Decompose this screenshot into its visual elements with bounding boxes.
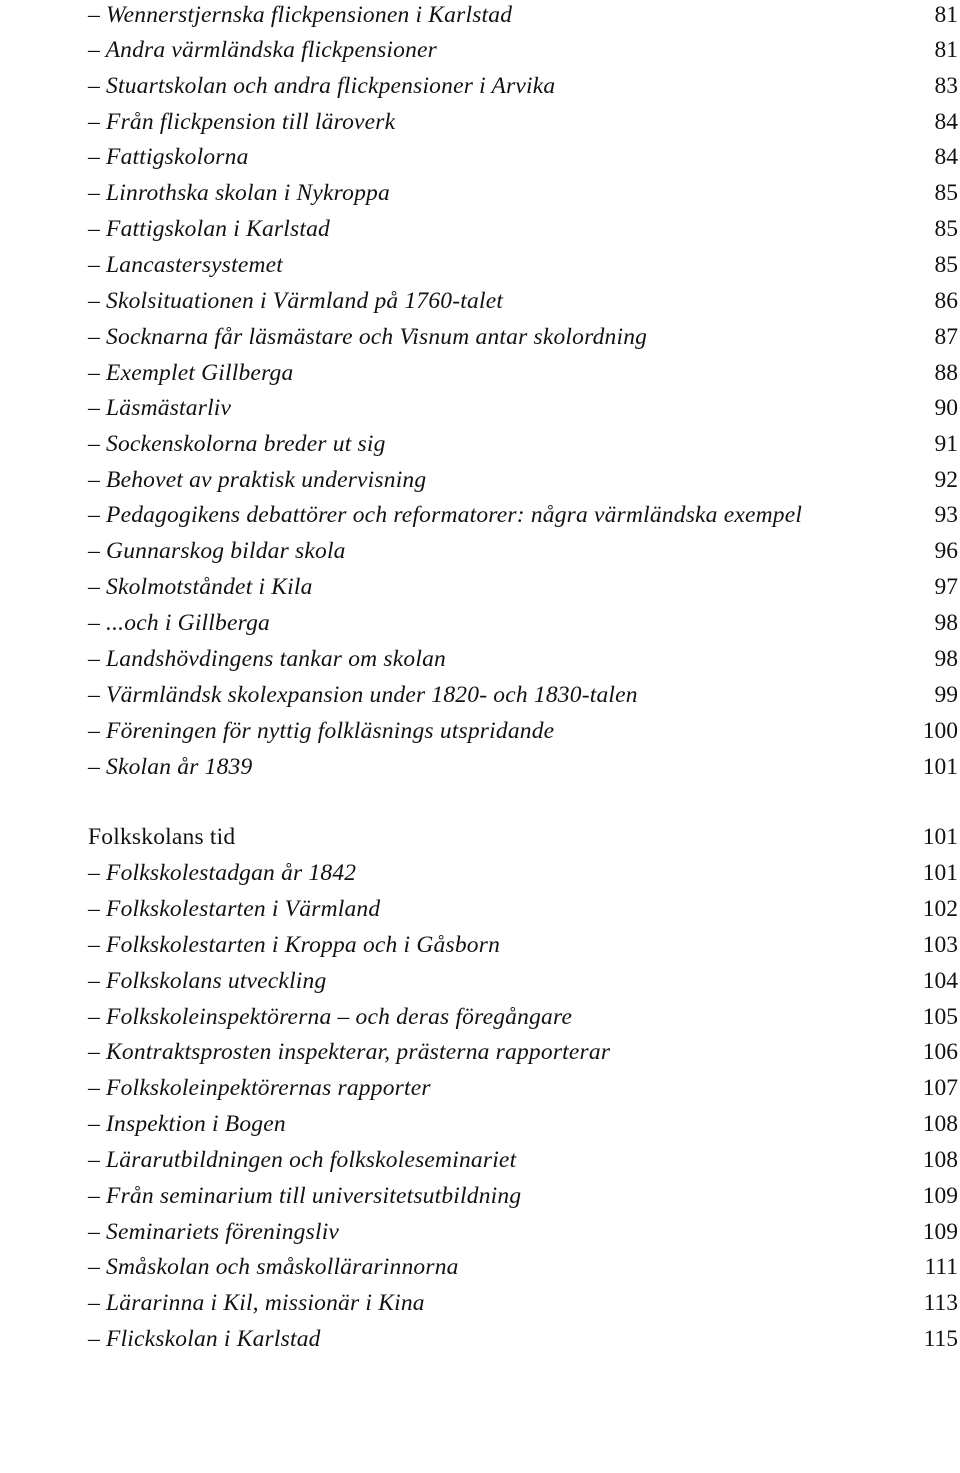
toc-entry bbox=[88, 1249, 958, 1285]
toc-entry-page: 85 bbox=[934, 216, 958, 242]
toc-entry bbox=[88, 319, 958, 355]
toc-entry-page: 85 bbox=[934, 252, 958, 278]
toc-entry-title: – Folkskolestadgan år 1842 bbox=[88, 860, 357, 886]
toc-entry-page: 85 bbox=[934, 180, 958, 206]
toc-entry bbox=[88, 32, 958, 68]
toc-entry bbox=[88, 891, 958, 927]
toc-entry bbox=[88, 533, 958, 569]
toc-entry-page: 90 bbox=[934, 395, 958, 421]
toc-section-heading bbox=[88, 819, 958, 855]
toc-entry-title: – Inspektion i Bogen bbox=[88, 1111, 286, 1137]
toc-entry bbox=[88, 999, 958, 1035]
toc-entry-page: 97 bbox=[934, 574, 958, 600]
toc-entry-title: – Landshövdingens tankar om skolan bbox=[88, 646, 446, 672]
toc-entry-title: – Lärarinna i Kil, missionär i Kina bbox=[88, 1290, 425, 1316]
toc-entry-page: 92 bbox=[934, 467, 958, 493]
toc-entry bbox=[88, 175, 958, 211]
toc-entry-page: 83 bbox=[934, 73, 958, 99]
toc-entry bbox=[88, 749, 958, 785]
toc-entry bbox=[88, 283, 958, 319]
toc-entry-title: – Seminariets föreningsliv bbox=[88, 1219, 340, 1245]
toc-entry-page: 101 bbox=[922, 860, 958, 886]
toc-entry bbox=[88, 104, 958, 140]
toc-entry-title: – Föreningen för nyttig folkläsnings utspridande bbox=[88, 718, 555, 744]
toc-entry bbox=[88, 355, 958, 391]
toc-entry-title: – ...och i Gillberga bbox=[88, 610, 270, 636]
toc-entry-title: – Kontraktsprosten inspekterar, prästerna rapporterar bbox=[88, 1039, 611, 1065]
toc-entry bbox=[88, 963, 958, 999]
toc-entry-page: 109 bbox=[922, 1219, 958, 1245]
toc-entry-title: – Folkskolans utveckling bbox=[88, 968, 327, 994]
toc-entry-title: – Fattigskolan i Karlstad bbox=[88, 216, 330, 242]
toc-entry-title: – Linrothska skolan i Nykroppa bbox=[88, 180, 390, 206]
toc-entry bbox=[88, 211, 958, 247]
toc-entry-title: – Fattigskolorna bbox=[88, 144, 249, 170]
toc-entry bbox=[88, 68, 958, 104]
toc-entry bbox=[88, 1142, 958, 1178]
toc-entry-page: 108 bbox=[922, 1147, 958, 1173]
toc-entry-title: – Stuartskolan och andra flickpensioner i Arvika bbox=[88, 73, 556, 99]
toc-entry-page: 102 bbox=[922, 896, 958, 922]
toc-entry bbox=[88, 1285, 958, 1321]
toc-entry-page: 108 bbox=[922, 1111, 958, 1137]
toc-entry bbox=[88, 855, 958, 891]
toc-entry-title: – Flickskolan i Karlstad bbox=[88, 1326, 321, 1352]
toc-entry-page: 81 bbox=[934, 2, 958, 28]
toc-entry bbox=[88, 390, 958, 426]
toc-entry bbox=[88, 641, 958, 677]
toc-entry-page: 88 bbox=[934, 360, 958, 386]
toc-entry-page: 105 bbox=[922, 1004, 958, 1030]
toc-entry bbox=[88, 605, 958, 641]
toc-entry bbox=[88, 0, 958, 33]
toc-entry bbox=[88, 1106, 958, 1142]
toc-entry-title: – Gunnarskog bildar skola bbox=[88, 538, 346, 564]
toc-entry-title: – Pedagogikens debattörer och reformatorer: några värmländska exempel bbox=[88, 502, 803, 528]
toc-entry-page: 81 bbox=[934, 37, 958, 63]
toc-entry-page: 107 bbox=[922, 1075, 958, 1101]
toc-entry-title: – Skolan år 1839 bbox=[88, 754, 253, 780]
toc-entry bbox=[88, 927, 958, 963]
toc-entry-title: – Sockenskolorna breder ut sig bbox=[88, 431, 386, 457]
toc-entry-title: – Behovet av praktisk undervisning bbox=[88, 467, 427, 493]
toc-entry-page: 98 bbox=[934, 610, 958, 636]
toc-entry-title: – Wennerstjernska flickpensionen i Karlstad bbox=[88, 2, 513, 28]
toc-entry-page: 104 bbox=[922, 968, 958, 994]
toc-entry bbox=[88, 677, 958, 713]
toc-entry-title: – Skolsituationen i Värmland på 1760-talet bbox=[88, 288, 504, 314]
toc-entry bbox=[88, 462, 958, 498]
toc-entry-page: 113 bbox=[923, 1290, 958, 1316]
toc-entry-page: 96 bbox=[934, 538, 958, 564]
toc-entry-page: 101 bbox=[922, 754, 958, 780]
toc-entry bbox=[88, 1034, 958, 1070]
toc-entry bbox=[88, 1321, 958, 1357]
toc-entry-page: 100 bbox=[922, 718, 958, 744]
toc-entry-title: – Folkskolestarten i Kroppa och i Gåsborn bbox=[88, 932, 501, 958]
toc-entry bbox=[88, 497, 958, 533]
toc-section-title: Folkskolans tid bbox=[88, 824, 236, 850]
toc-entry-page: 98 bbox=[934, 646, 958, 672]
toc-section-page: 101 bbox=[922, 824, 958, 850]
toc-entry-title: – Lancastersystemet bbox=[88, 252, 284, 278]
toc-entry bbox=[88, 1178, 958, 1214]
toc-entry-page: 109 bbox=[922, 1183, 958, 1209]
toc-entry-title: – Småskolan och småskollärarinnorna bbox=[88, 1254, 459, 1280]
toc-entry-title: – Läsmästarliv bbox=[88, 395, 232, 421]
toc-entry-page: 84 bbox=[934, 109, 958, 135]
toc-entry-title: – Exemplet Gillberga bbox=[88, 360, 294, 386]
toc-entry-title: – Socknarna får läsmästare och Visnum antar skolordning bbox=[88, 324, 648, 350]
toc-entry-page: 91 bbox=[934, 431, 958, 457]
toc-entry-title: – Folkskoleinspektörerna – och deras föregångare bbox=[88, 1004, 573, 1030]
toc-entry-page: 115 bbox=[923, 1326, 958, 1352]
toc-entry-title: – Andra värmländska flickpensioner bbox=[88, 37, 438, 63]
toc-entry-page: 99 bbox=[934, 682, 958, 708]
toc-entry-page: 87 bbox=[934, 324, 958, 350]
toc-entry-title: – Värmländsk skolexpansion under 1820- och 1830-talen bbox=[88, 682, 638, 708]
toc-entry-title: – Lärarutbildningen och folkskoleseminariet bbox=[88, 1147, 517, 1173]
toc-entry bbox=[88, 1214, 958, 1250]
toc-entry-title: – Folkskoleinpektörernas rapporter bbox=[88, 1075, 431, 1101]
toc-entry-page: 93 bbox=[934, 502, 958, 528]
toc-entry-page: 86 bbox=[934, 288, 958, 314]
toc-entry bbox=[88, 713, 958, 749]
toc-entry-title: – Från seminarium till universitetsutbildning bbox=[88, 1183, 522, 1209]
toc-entry-title: – Folkskolestarten i Värmland bbox=[88, 896, 381, 922]
toc-entry bbox=[88, 426, 958, 462]
toc-entry-page: 103 bbox=[922, 932, 958, 958]
toc-entry bbox=[88, 247, 958, 283]
toc-entry bbox=[88, 569, 958, 605]
toc-entry bbox=[88, 1070, 958, 1106]
toc-entry-title: – Skolmotståndet i Kila bbox=[88, 574, 313, 600]
toc-entry-page: 106 bbox=[922, 1039, 958, 1065]
toc-entry-title: – Från flickpension till läroverk bbox=[88, 109, 396, 135]
toc-entry-page: 84 bbox=[934, 144, 958, 170]
toc-entry bbox=[88, 139, 958, 175]
toc-entry-page: 111 bbox=[924, 1254, 958, 1280]
